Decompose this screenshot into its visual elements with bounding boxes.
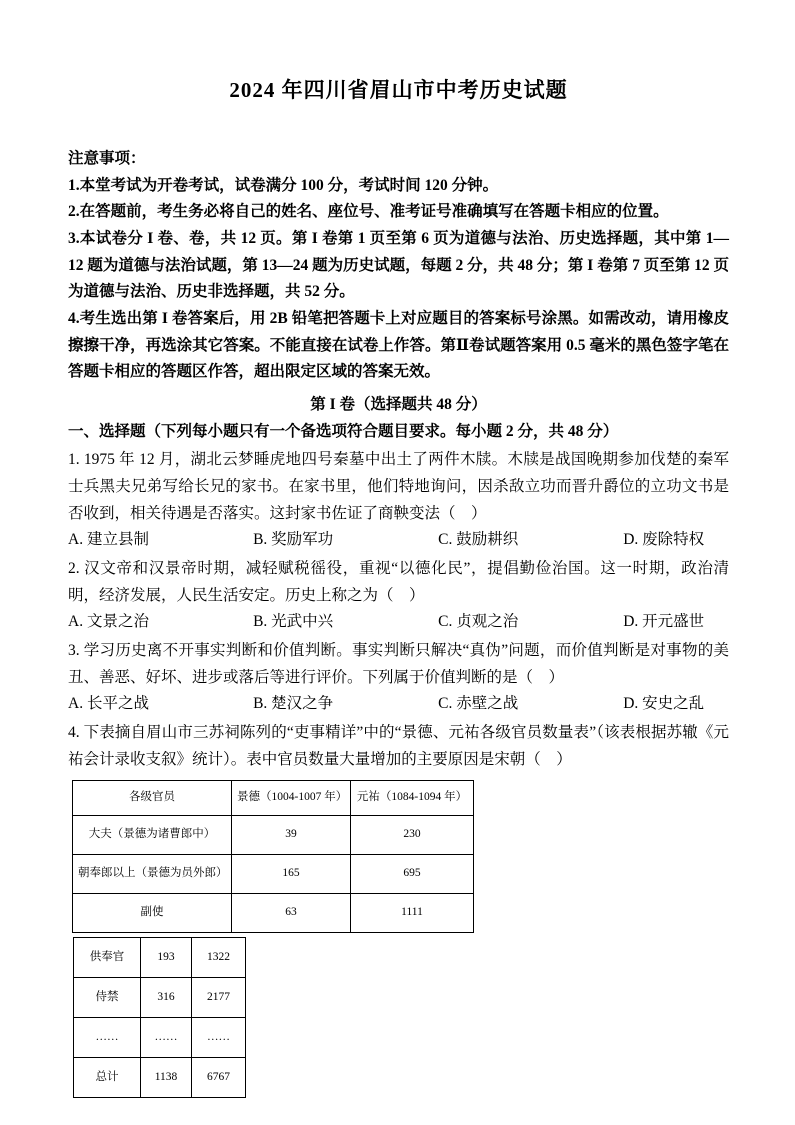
volume-heading: 第 I 卷（选择题共 48 分） bbox=[310, 396, 487, 414]
question-1-option-c: C. 鼓励耕织 bbox=[438, 531, 519, 549]
table-row bbox=[74, 938, 246, 978]
question-2-option-d: D. 开元盛世 bbox=[623, 613, 705, 631]
question-1-option-d: D. 废除特权 bbox=[623, 531, 705, 549]
question-3 bbox=[68, 638, 729, 718]
table-cell: …… bbox=[192, 1018, 246, 1058]
table-cell: 1138 bbox=[141, 1058, 192, 1098]
table-cell: 副使 bbox=[73, 894, 232, 933]
notice-item-4: 4.考生选出第 I 卷答案后，用 2B 铅笔把答题卡上对应题目的答案标号涂黑。如需改动，请用橡皮擦擦干净，再选涂其它答案。不能直接在试卷上作答。第Ⅱ卷试题答案用 0.5 毫米的黑色签字笔在答题卡相应的答题区作答，超出限定区域的答案无效。 bbox=[68, 310, 729, 381]
table-cell: 63 bbox=[232, 894, 351, 933]
question-2-option-b: B. 光武中兴 bbox=[253, 613, 334, 631]
table-header-cell: 景德（1004-1007 年） bbox=[232, 781, 351, 816]
officials-count-table bbox=[72, 780, 474, 933]
table-cell: 695 bbox=[351, 855, 474, 894]
question-3-option-d: D. 安史之乱 bbox=[623, 695, 705, 713]
table-row bbox=[73, 894, 474, 933]
question-3-option-c: C. 赤壁之战 bbox=[438, 695, 519, 713]
notice-item-3: 3.本试卷分 I 卷、卷，共 12 页。第 I 卷第 1 页至第 6 页为道德与法治、历史选择题，其中第 1—12 题为道德与法治试题，第 13—24 题为历史试题，每题 2 分，共 48 分；第 I 卷第 7 页至第 12 页为道德与法治、历史非选择题，共 52 分。 bbox=[68, 230, 729, 301]
notice-item-2: 2.在答题前，考生务必将自己的姓名、座位号、准考证号准确填写在答题卡相应的位置。 bbox=[68, 203, 669, 221]
question-3-stem: 3. 学习历史离不开事实判断和价值判断。事实判断只解决“真伪”问题，而价值判断是对事物的美丑、善恶、好坏、进步或落后等进行评价。下列属于价值判断的是（ ） bbox=[68, 641, 729, 686]
question-2-stem: 2. 汉文帝和汉景帝时期，减轻赋税徭役，重视“以德化民”，提倡勤俭治国。这一时期，政治清明，经济发展，人民生活安定。历史上称之为（ ） bbox=[68, 559, 729, 604]
table-cell: 大夫（景德为诸曹郎中） bbox=[73, 816, 232, 855]
table-row bbox=[73, 855, 474, 894]
table-cell: 1322 bbox=[192, 938, 246, 978]
page-title: 2024 年四川省眉山市中考历史试题 bbox=[229, 78, 568, 102]
table-cell: 316 bbox=[141, 978, 192, 1018]
table-row bbox=[74, 1018, 246, 1058]
table-header-cell: 各级官员 bbox=[73, 781, 232, 816]
table-row bbox=[73, 816, 474, 855]
table-cell: 39 bbox=[232, 816, 351, 855]
notice-item-1: 1.本堂考试为开卷考试，试卷满分 100 分，考试时间 120 分钟。 bbox=[68, 176, 499, 194]
table-cell: 230 bbox=[351, 816, 474, 855]
question-2-option-a: A. 文景之治 bbox=[68, 613, 149, 631]
question-1 bbox=[68, 447, 729, 554]
table-cell: …… bbox=[141, 1018, 192, 1058]
table-cell: 供奉官 bbox=[74, 938, 141, 978]
question-2 bbox=[68, 556, 729, 636]
question-3-options bbox=[68, 691, 729, 718]
table-cell: 朝奉郎以上（景德为员外郎） bbox=[73, 855, 232, 894]
question-2-option-c: C. 贞观之治 bbox=[438, 613, 519, 631]
table-cell: 1111 bbox=[351, 894, 474, 933]
question-1-option-a: A. 建立县制 bbox=[68, 531, 149, 549]
table-cell: …… bbox=[74, 1018, 141, 1058]
table-cell: 2177 bbox=[192, 978, 246, 1018]
question-4 bbox=[68, 720, 729, 773]
question-3-option-a: A. 长平之战 bbox=[68, 695, 149, 713]
table-header-row bbox=[73, 781, 474, 816]
question-3-option-b: B. 楚汉之争 bbox=[253, 695, 334, 713]
table-row bbox=[74, 978, 246, 1018]
table-cell: 6767 bbox=[192, 1058, 246, 1098]
part-heading: 一、选择题（下列每小题只有一个备选项符合题目要求。每小题 2 分，共 48 分） bbox=[68, 422, 619, 440]
table-row bbox=[74, 1058, 246, 1098]
table-cell: 193 bbox=[141, 938, 192, 978]
question-1-option-b: B. 奖励军功 bbox=[253, 531, 334, 549]
table-cell: 总计 bbox=[74, 1058, 141, 1098]
question-1-options bbox=[68, 527, 729, 554]
table-cell: 侍禁 bbox=[74, 978, 141, 1018]
question-2-options bbox=[68, 609, 729, 636]
question-1-stem: 1. 1975 年 12 月，湖北云梦睡虎地四号秦墓中出土了两件木牍。木牍是战国晚期参加伐楚的秦军士兵黑夫兄弟写给长兄的家书。在家书里，他们特地询问，因杀敌立功而晋升爵位的立功文书是否收到，相关待遇是否落实。这封家书佐证了商鞅变法（ ） bbox=[68, 451, 729, 522]
table-header-cell: 元祐（1084-1094 年） bbox=[351, 781, 474, 816]
officials-count-table-continued bbox=[73, 937, 246, 1098]
notice-section bbox=[68, 146, 729, 386]
table-cell: 165 bbox=[232, 855, 351, 894]
notice-heading: 注意事项： bbox=[68, 150, 146, 168]
question-4-stem: 4. 下表摘自眉山市三苏祠陈列的“吏事精详”中的“景德、元祐各级官员数量表”（该表根据苏辙《元祐会计录收支叙》统计）。表中官员数量大量增加的主要原因是宋朝（ ） bbox=[68, 723, 729, 768]
